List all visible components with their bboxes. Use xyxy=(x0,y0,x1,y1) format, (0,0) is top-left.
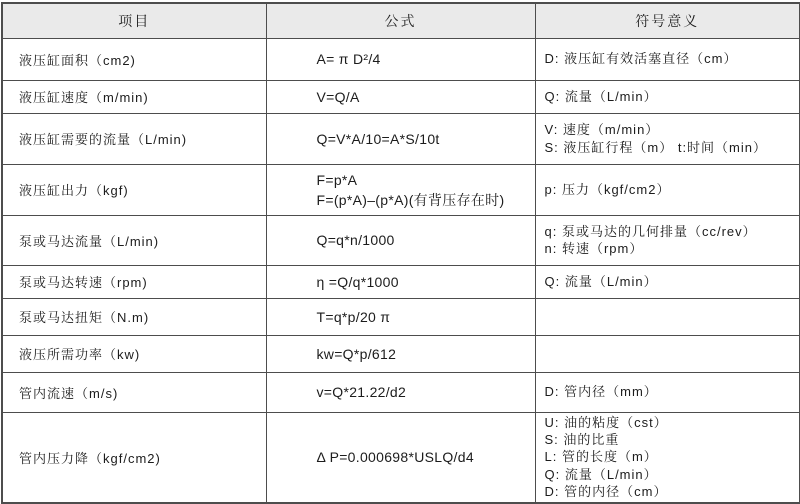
item-cell xyxy=(2,164,266,215)
formula-cell xyxy=(266,164,535,215)
item-cell xyxy=(2,335,266,372)
symbol-line: S: 油的比重 xyxy=(544,431,620,447)
table-header-row xyxy=(2,3,800,38)
symbols-cell xyxy=(535,335,800,372)
symbols-cell xyxy=(535,80,800,113)
formula-line: kw=Q*p/612 xyxy=(316,345,397,362)
formula-cell xyxy=(266,215,535,265)
header-item: 项目 xyxy=(2,3,266,38)
formula-cell xyxy=(266,113,535,164)
table-row xyxy=(2,372,800,412)
symbols-cell xyxy=(535,113,800,164)
symbol-line: p: 压力（kgf/cm2） xyxy=(544,181,671,197)
symbol-line: Q: 流量（L/min） xyxy=(544,466,658,482)
formula-line: v=Q*21.22/d2 xyxy=(316,384,407,400)
item-label: 管内压力降（kgf/cm2) xyxy=(19,450,161,466)
symbols-cell xyxy=(535,215,800,265)
item-label: 液压缸速度（m/min) xyxy=(19,90,149,105)
symbols-cell xyxy=(535,412,800,503)
item-cell xyxy=(2,412,266,503)
table-row xyxy=(2,80,800,113)
formula-cell xyxy=(266,372,535,412)
item-label: 液压缸需要的流量（L/min) xyxy=(19,132,188,147)
formula-cell xyxy=(266,298,535,335)
formula-line: Q=V*A/10=A*S/10t xyxy=(316,130,440,147)
symbol-line: Q: 流量（L/min） xyxy=(544,88,658,104)
item-cell xyxy=(2,298,266,335)
symbol-line: L: 管的长度（m） xyxy=(544,449,658,465)
symbol-line: q: 泵或马达的几何排量（cc/rev） xyxy=(544,223,757,239)
symbol-line: n: 转速（rpm） xyxy=(544,241,644,256)
hydraulic-formula-table xyxy=(1,2,800,504)
item-label: 泵或马达转速（rpm) xyxy=(19,275,148,290)
symbols-cell xyxy=(535,265,800,298)
item-cell xyxy=(2,38,266,80)
formula-line: η =Q/q*1000 xyxy=(316,273,399,290)
table-row xyxy=(2,265,800,298)
table-row xyxy=(2,215,800,265)
symbol-line: V: 速度（m/min） xyxy=(544,122,660,138)
item-label: 管内流速（m/s) xyxy=(19,385,119,401)
table-row xyxy=(2,38,800,80)
symbols-cell xyxy=(535,38,800,80)
formula-line: F=p*A xyxy=(316,171,358,188)
item-cell xyxy=(2,80,266,113)
header-symbols: 符号意义 xyxy=(535,3,800,38)
item-label: 液压所需功率（kw) xyxy=(19,347,141,362)
table-row xyxy=(2,164,800,215)
item-cell xyxy=(2,265,266,298)
item-label: 泵或马达流量（L/min) xyxy=(19,233,160,249)
item-label: 液压缸出力（kgf) xyxy=(19,183,129,198)
table-row xyxy=(2,298,800,335)
symbol-line: U: 油的粘度（cst） xyxy=(544,414,668,430)
symbol-line: D: 液压缸有效活塞直径（cm） xyxy=(544,51,738,67)
item-cell xyxy=(2,113,266,164)
symbols-cell xyxy=(535,372,800,412)
formula-line: V=Q/A xyxy=(316,88,360,105)
symbols-cell xyxy=(535,298,800,335)
item-cell xyxy=(2,215,266,265)
formula-cell xyxy=(266,80,535,113)
formula-cell xyxy=(266,412,535,503)
symbol-line: Q: 流量（L/min） xyxy=(544,273,658,289)
formula-line: Q=q*n/1000 xyxy=(316,232,395,248)
table-row xyxy=(2,113,800,164)
header-formula: 公式 xyxy=(266,3,535,38)
formula-line: T=q*p/20 π xyxy=(316,308,391,325)
table-row xyxy=(2,335,800,372)
formula-cell xyxy=(266,335,535,372)
symbols-cell xyxy=(535,164,800,215)
item-cell xyxy=(2,372,266,412)
symbol-line: D: 管的内径（cm） xyxy=(544,484,668,500)
formula-line: A= π D²/4 xyxy=(316,51,381,67)
item-label: 泵或马达扭矩（N.m) xyxy=(19,310,150,325)
formula-cell xyxy=(266,38,535,80)
formula-cell xyxy=(266,265,535,298)
item-label: 液压缸面积（cm2) xyxy=(19,52,136,68)
formula-line: Δ P=0.000698*USLQ/d4 xyxy=(316,449,474,466)
formula-line: F=(p*A)–(p*A)(有背压存在时) xyxy=(316,191,505,208)
table-row xyxy=(2,412,800,503)
table-body xyxy=(2,38,800,503)
symbol-line: S: 液压缸行程（m） t:时间（min） xyxy=(544,139,768,155)
symbol-line: D: 管内径（mm） xyxy=(544,384,658,400)
